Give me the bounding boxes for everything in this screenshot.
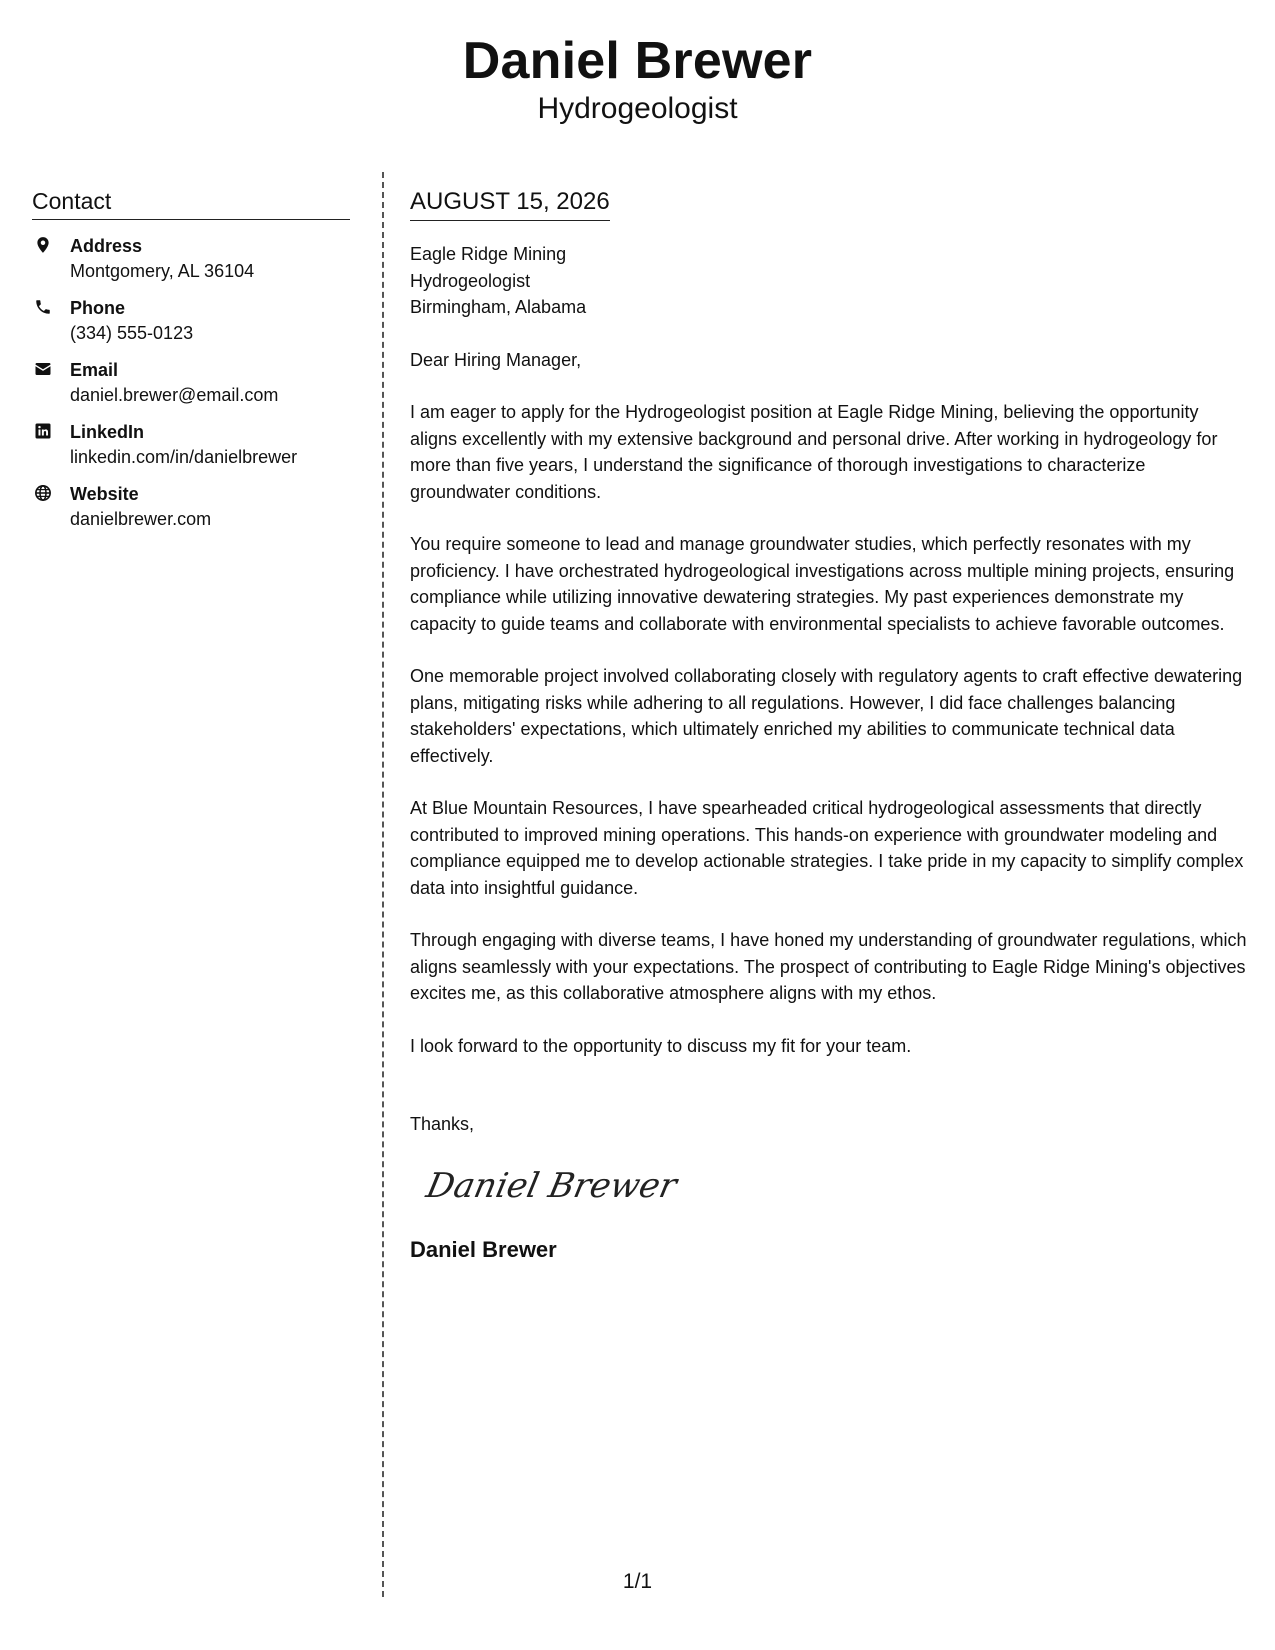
contact-label: Address [70, 236, 143, 256]
contact-item-phone [32, 296, 350, 346]
letter-paragraph: I am eager to apply for the Hydrogeologist position at Eagle Ridge Mining, believing the opportunity aligns excellently with my extensive background and personal drive. After working in hydrogeology for more than five years, I understand the significance of thorough investigations to characterize groundwater conditions. [410, 402, 1218, 502]
letter-paragraph: Through engaging with diverse teams, I have honed my understanding of groundwater regulations, which aligns seamlessly with your expectations. The prospect of contributing to Eagle Ridge Mining's objectives excites me, as this collaborative atmosphere aligns with my ethos. [410, 930, 1247, 1003]
letter-header [0, 30, 1275, 125]
contact-value: danielbrewer.com [70, 509, 212, 529]
contact-item-website [32, 482, 350, 532]
letter-paragraph: I look forward to the opportunity to discuss my fit for your team. [410, 1035, 912, 1056]
recipient-block [410, 241, 1250, 321]
signature-text: Daniel Brewer [422, 1166, 681, 1206]
contact-item-email [32, 358, 350, 408]
contact-value: daniel.brewer@email.com [70, 385, 279, 405]
contact-label: LinkedIn [70, 422, 145, 442]
contact-value: Montgomery, AL 36104 [70, 261, 255, 281]
signed-name: Daniel Brewer [410, 1237, 557, 1262]
contact-value: linkedin.com/in/danielbrewer [70, 447, 298, 467]
contact-sidebar [32, 188, 350, 544]
contact-label: Website [70, 484, 139, 504]
letter-date: AUGUST 15, 2026 [410, 188, 610, 221]
applicant-name: Daniel Brewer [462, 32, 813, 90]
letter-paragraph: You require someone to lead and manage groundwater studies, which perfectly resonates with my proficiency. I have orchestrated hydrogeological investigations across multiple mining projects, ensuring compliance while utilizing innovative dewatering strategies. My past experiences demonstrate my capacity to guide teams and collaborate with environmental specialists to achieve favorable outcomes. [410, 534, 1235, 634]
linkedin-icon [34, 422, 52, 440]
globe-icon [34, 484, 52, 502]
recipient-location: Birmingham, Alabama [410, 297, 587, 317]
letter-paragraph: At Blue Mountain Resources, I have spearheaded critical hydrogeological assessments that directly contributed to improved mining operations. This hands-on experience with groundwater modeling and compliance equipped me to develop actionable strategies. I take pride in my capacity to simplify complex data into insightful guidance. [410, 798, 1244, 898]
salutation: Dear Hiring Manager, [410, 349, 582, 370]
recipient-company: Eagle Ridge Mining [410, 244, 567, 264]
letter-paragraph: One memorable project involved collaborating closely with regulatory agents to craft effective dewatering plans, mitigating risks while adhering to all regulations. However, I did face challenges balancing stakeholders' expectations, which ultimately enriched my abilities to communicate technical data effectively. [410, 666, 1243, 766]
letter-closing: Thanks, [410, 1114, 475, 1134]
location-pin-icon [34, 236, 52, 254]
contact-item-linkedin [32, 420, 350, 470]
contact-item-address [32, 234, 350, 284]
page-number: 1/1 [622, 1570, 653, 1593]
contact-label: Phone [70, 298, 126, 318]
contact-heading: Contact [32, 188, 350, 220]
envelope-icon [34, 360, 52, 378]
column-divider [382, 172, 384, 1597]
recipient-position: Hydrogeologist [410, 270, 531, 291]
letter-body [410, 188, 1250, 1263]
phone-icon [34, 298, 52, 316]
applicant-title: Hydrogeologist [537, 92, 738, 126]
contact-value: (334) 555-0123 [70, 323, 194, 343]
handwritten-signature [422, 1163, 681, 1209]
contact-label: Email [70, 360, 119, 380]
